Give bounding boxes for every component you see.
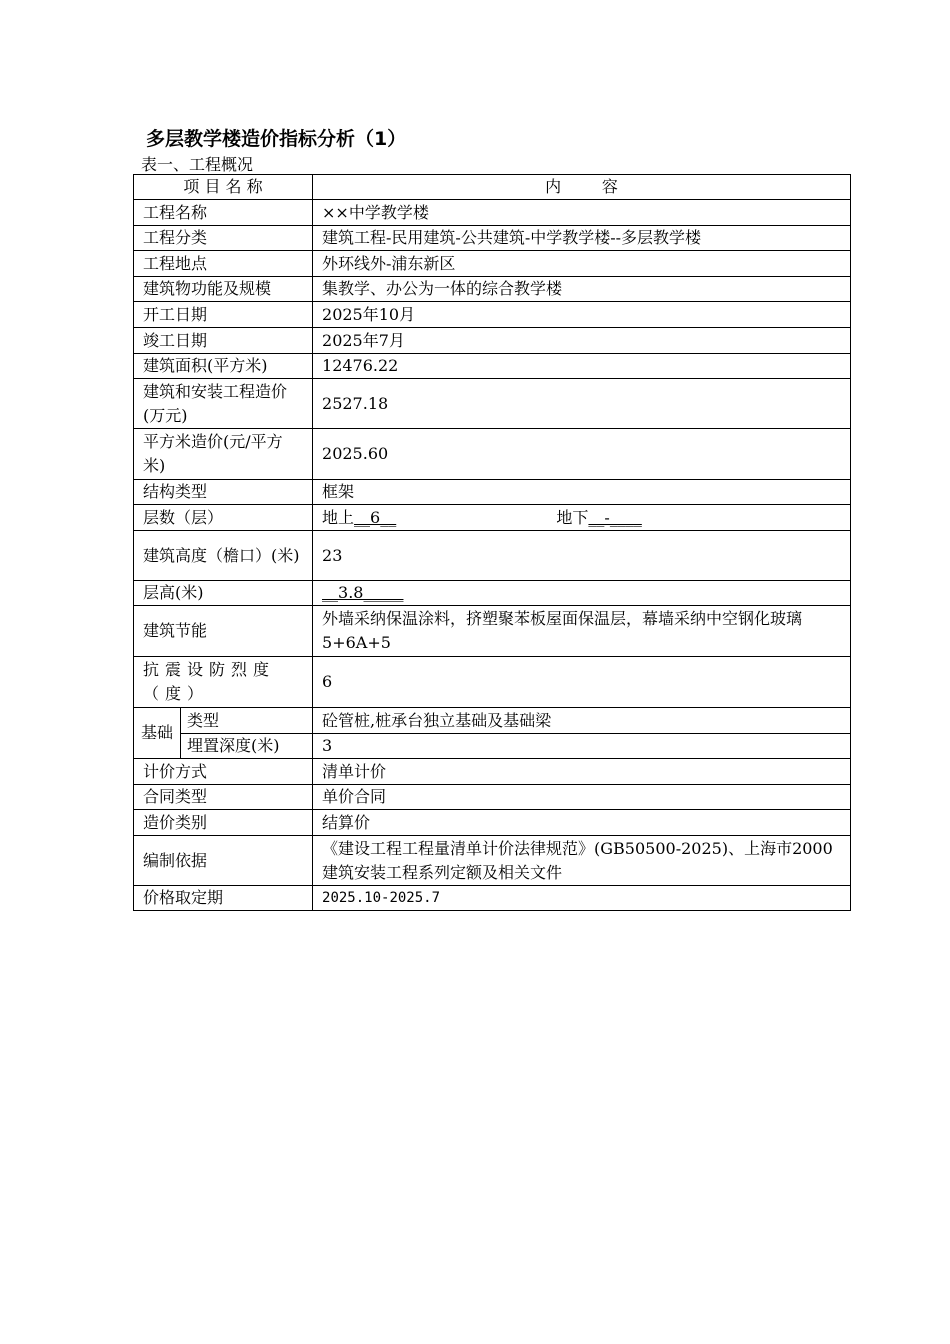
row-label: 造价类别	[134, 810, 313, 836]
row-value: 建筑工程-民用建筑-公共建筑-中学教学楼--多层教学楼	[313, 226, 851, 251]
row-value: 2025.10-2025.7	[313, 886, 851, 911]
table-row	[134, 328, 851, 354]
table-row	[134, 810, 851, 836]
table-row-floors	[134, 505, 851, 531]
table-row	[134, 759, 851, 785]
table-row	[134, 606, 851, 657]
table-row	[134, 657, 851, 708]
table-row	[134, 200, 851, 226]
table-row	[134, 836, 851, 886]
table-row	[134, 480, 851, 505]
table-row-foundation-depth	[134, 734, 851, 759]
row-value: 集教学、办公为一体的综合教学楼	[313, 277, 851, 302]
table-row	[134, 581, 851, 606]
table-row	[134, 226, 851, 251]
row-value: 2527.18	[313, 379, 851, 429]
table-row	[134, 251, 851, 277]
above-ground-value: __6__	[354, 507, 397, 527]
below-ground-label: 地下	[556, 507, 589, 527]
row-value: 外环线外-浦东新区	[313, 251, 851, 277]
table-row	[134, 302, 851, 328]
foundation-depth-label: 埋置深度(米)	[181, 734, 313, 759]
row-label: 建筑面积(平方米)	[134, 354, 313, 379]
header-content: 内 容	[313, 175, 851, 200]
project-overview-table	[133, 174, 851, 911]
row-label: 工程名称	[134, 200, 313, 226]
table-row	[134, 531, 851, 581]
row-value: 2025年7月	[313, 328, 851, 354]
row-label: 编制依据	[134, 836, 313, 886]
foundation-label: 基础	[134, 708, 181, 759]
row-value: ××中学教学楼	[313, 200, 851, 226]
row-value: 2025年10月	[313, 302, 851, 328]
row-value: 23	[313, 531, 851, 581]
row-label: 计价方式	[134, 759, 313, 785]
foundation-depth-value: 3	[313, 734, 851, 759]
table-row-foundation-type	[134, 708, 851, 734]
page-title: 多层教学楼造价指标分析（1）	[146, 128, 407, 150]
table-header-row	[134, 175, 851, 200]
row-label: 建筑节能	[134, 606, 313, 657]
foundation-type-value: 砼管桩,桩承台独立基础及基础梁	[313, 708, 851, 734]
table-row	[134, 429, 851, 480]
row-value: 结算价	[313, 810, 851, 836]
table-row	[134, 354, 851, 379]
table-row	[134, 886, 851, 911]
row-label: 合同类型	[134, 785, 313, 810]
row-label: 工程分类	[134, 226, 313, 251]
row-value	[313, 581, 851, 606]
row-value: 单价合同	[313, 785, 851, 810]
floors-value	[313, 505, 851, 531]
header-name: 项 目 名 称	[134, 175, 313, 200]
table-caption: 表一、工程概况	[141, 155, 254, 174]
row-label: 层数（层）	[134, 505, 313, 531]
below-ground-value: __-____	[588, 507, 642, 527]
table-row	[134, 379, 851, 429]
row-label: 价格取定期	[134, 886, 313, 911]
row-label: 建筑和安装工程造价(万元)	[134, 379, 313, 429]
row-label: 竣工日期	[134, 328, 313, 354]
row-value: 12476.22	[313, 354, 851, 379]
row-label: 平方米造价(元/平方米)	[134, 429, 313, 480]
row-value: 外墙采纳保温涂料，挤塑聚苯板屋面保温层，幕墙采纳中空钢化玻璃5+6A+5	[313, 606, 851, 657]
row-label: 抗震设防烈度（度）	[134, 657, 313, 708]
row-value: 清单计价	[313, 759, 851, 785]
table-row	[134, 785, 851, 810]
row-label: 建筑物功能及规模	[134, 277, 313, 302]
foundation-type-label: 类型	[181, 708, 313, 734]
row-label: 建筑高度（檐口）(米)	[134, 531, 313, 581]
floor-height-value: __3.8_____	[322, 583, 404, 602]
row-label: 层高(米)	[134, 581, 313, 606]
row-label: 结构类型	[134, 480, 313, 505]
row-value: 框架	[313, 480, 851, 505]
row-value: 6	[313, 657, 851, 708]
table-row	[134, 277, 851, 302]
row-value: 《建设工程工程量清单计价法律规范》(GB50500-2025)、上海市2000建筑安装工程系列定额及相关文件	[313, 836, 851, 886]
row-label: 开工日期	[134, 302, 313, 328]
row-label: 工程地点	[134, 251, 313, 277]
above-ground-label: 地上	[322, 507, 355, 527]
row-value: 2025.60	[313, 429, 851, 480]
